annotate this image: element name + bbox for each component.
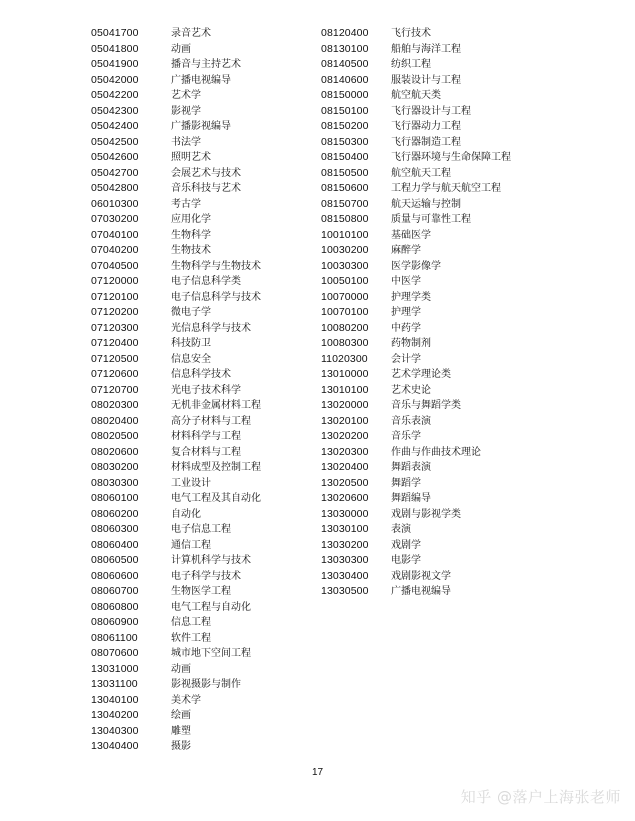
major-name: 戏剧学 bbox=[391, 539, 421, 551]
major-name: 广播电视编导 bbox=[171, 74, 231, 86]
major-code: 08020600 bbox=[91, 445, 139, 458]
major-row bbox=[91, 305, 261, 321]
major-code: 08020500 bbox=[91, 430, 139, 442]
major-name: 科技防卫 bbox=[171, 338, 211, 349]
major-code: 10080200 bbox=[321, 321, 369, 334]
major-name: 光电子技术科学 bbox=[171, 384, 241, 396]
major-row bbox=[91, 398, 261, 414]
major-code: 08150100 bbox=[321, 104, 369, 117]
major-code: 13010100 bbox=[321, 383, 369, 396]
major-row bbox=[321, 26, 511, 42]
major-code: 08150800 bbox=[321, 213, 369, 225]
major-code: 08070600 bbox=[91, 647, 139, 659]
major-row bbox=[321, 73, 511, 89]
major-code: 08060700 bbox=[91, 585, 139, 597]
major-name: 无机非金属材料工程 bbox=[171, 400, 261, 411]
major-row bbox=[91, 181, 261, 197]
major-name: 材料科学与工程 bbox=[171, 431, 241, 442]
major-name: 音乐学 bbox=[391, 431, 421, 442]
major-code: 10080300 bbox=[321, 337, 369, 349]
major-name: 生物医学工程 bbox=[171, 586, 231, 597]
major-row bbox=[321, 398, 511, 414]
major-row bbox=[91, 724, 261, 740]
major-code: 07040200 bbox=[91, 244, 139, 256]
major-code: 13030400 bbox=[321, 569, 369, 582]
major-code: 13030100 bbox=[321, 523, 369, 535]
major-row bbox=[91, 522, 261, 538]
major-code: 13030200 bbox=[321, 538, 369, 551]
major-name: 中药学 bbox=[391, 322, 421, 334]
major-row bbox=[91, 383, 261, 399]
major-code: 08150000 bbox=[321, 89, 369, 101]
major-name: 麻醉学 bbox=[391, 245, 421, 256]
major-code: 05042000 bbox=[91, 73, 139, 86]
major-code: 05042200 bbox=[91, 89, 139, 101]
major-row bbox=[321, 336, 511, 352]
major-code: 13030000 bbox=[321, 507, 369, 520]
major-code: 08150500 bbox=[321, 166, 369, 179]
major-name: 药物制剂 bbox=[391, 338, 431, 349]
major-row bbox=[91, 693, 261, 709]
major-row bbox=[321, 104, 511, 120]
major-code: 10070100 bbox=[321, 306, 369, 318]
major-name: 生物科学 bbox=[171, 229, 211, 241]
major-code: 08060200 bbox=[91, 507, 139, 520]
major-name: 飞行器环境与生命保障工程 bbox=[391, 152, 511, 163]
major-row bbox=[321, 414, 511, 430]
major-name: 高分子材料与工程 bbox=[171, 415, 251, 427]
major-code: 11020300 bbox=[321, 352, 368, 365]
major-code: 13040400 bbox=[91, 740, 139, 752]
major-name: 光信息科学与技术 bbox=[171, 322, 251, 334]
right-column bbox=[321, 26, 511, 600]
major-name: 航天运输与控制 bbox=[391, 198, 461, 210]
major-name: 绘画 bbox=[171, 710, 191, 721]
major-name: 电气工程及其自动化 bbox=[171, 493, 261, 504]
major-code: 08060500 bbox=[91, 554, 139, 566]
major-row bbox=[91, 445, 261, 461]
major-code: 08150200 bbox=[321, 120, 369, 132]
major-row bbox=[321, 228, 511, 244]
major-row bbox=[91, 243, 261, 259]
major-name: 雕塑 bbox=[171, 725, 191, 737]
major-row bbox=[91, 336, 261, 352]
major-row bbox=[91, 662, 261, 678]
major-code: 08060300 bbox=[91, 523, 139, 535]
major-name: 会计学 bbox=[391, 353, 421, 365]
major-row bbox=[321, 42, 511, 58]
major-name: 播音与主持艺术 bbox=[171, 59, 241, 70]
major-row bbox=[91, 352, 261, 368]
major-row bbox=[91, 228, 261, 244]
major-name: 影视摄影与制作 bbox=[171, 679, 241, 690]
major-name: 信息安全 bbox=[171, 353, 211, 365]
major-code: 05041700 bbox=[91, 27, 139, 39]
major-row bbox=[91, 600, 261, 616]
major-name: 信息工程 bbox=[171, 617, 211, 628]
major-row bbox=[321, 212, 511, 228]
major-code: 13040200 bbox=[91, 709, 139, 721]
major-name: 广播电视编导 bbox=[391, 586, 451, 597]
major-code: 13031000 bbox=[91, 662, 139, 675]
major-row bbox=[321, 429, 511, 445]
major-row bbox=[321, 445, 511, 461]
major-row bbox=[321, 181, 511, 197]
major-row bbox=[321, 135, 511, 151]
major-row bbox=[91, 491, 261, 507]
major-name: 航空航天类 bbox=[391, 90, 441, 101]
major-name: 飞行器动力工程 bbox=[391, 121, 461, 132]
major-code: 07120100 bbox=[91, 290, 139, 303]
major-row bbox=[321, 321, 511, 337]
major-row bbox=[91, 569, 261, 585]
major-row bbox=[91, 274, 261, 290]
major-code: 10050100 bbox=[321, 275, 369, 287]
major-row bbox=[321, 522, 511, 538]
major-row bbox=[91, 646, 261, 662]
major-name: 作曲与作曲技术理论 bbox=[391, 446, 481, 458]
major-name: 电子信息工程 bbox=[171, 524, 231, 535]
major-name: 护理学 bbox=[391, 307, 421, 318]
major-name: 书法学 bbox=[171, 136, 201, 148]
major-name: 美术学 bbox=[171, 694, 201, 706]
major-code: 08060600 bbox=[91, 569, 139, 582]
major-row bbox=[91, 212, 261, 228]
major-code: 08030200 bbox=[91, 461, 139, 473]
major-row bbox=[321, 553, 511, 569]
major-row bbox=[91, 553, 261, 569]
major-name: 中医学 bbox=[391, 276, 421, 287]
major-code: 08060400 bbox=[91, 538, 139, 551]
major-code: 05042400 bbox=[91, 120, 139, 132]
major-row bbox=[321, 584, 511, 600]
major-code: 05042300 bbox=[91, 104, 139, 117]
major-code: 08150600 bbox=[321, 182, 369, 194]
major-name: 应用化学 bbox=[171, 214, 211, 225]
major-name: 基础医学 bbox=[391, 229, 431, 241]
major-name: 舞蹈编导 bbox=[391, 493, 431, 504]
major-code: 07120000 bbox=[91, 275, 139, 287]
major-name: 舞蹈学 bbox=[391, 477, 421, 489]
major-code: 05042500 bbox=[91, 135, 139, 148]
major-code: 05041800 bbox=[91, 42, 139, 55]
major-name: 复合材料与工程 bbox=[171, 446, 241, 458]
major-row bbox=[91, 631, 261, 647]
major-code: 08030300 bbox=[91, 476, 139, 489]
major-code: 07040500 bbox=[91, 259, 139, 272]
page-number: 17 bbox=[311, 767, 324, 778]
major-row bbox=[321, 166, 511, 182]
major-code: 08140500 bbox=[321, 58, 369, 70]
major-code: 13010000 bbox=[321, 368, 369, 380]
major-name: 飞行技术 bbox=[391, 28, 431, 39]
major-code: 07120300 bbox=[91, 321, 139, 334]
major-code: 08060900 bbox=[91, 616, 139, 628]
major-row bbox=[91, 26, 261, 42]
major-name: 考古学 bbox=[171, 198, 201, 210]
major-row bbox=[321, 538, 511, 554]
major-row bbox=[91, 460, 261, 476]
major-row bbox=[321, 305, 511, 321]
major-name: 舞蹈表演 bbox=[391, 462, 431, 473]
major-code: 07030200 bbox=[91, 213, 139, 225]
major-name: 航空航天工程 bbox=[391, 167, 451, 179]
major-row bbox=[91, 57, 261, 73]
major-code: 13030300 bbox=[321, 554, 369, 566]
major-name: 工业设计 bbox=[171, 477, 211, 489]
major-row bbox=[91, 708, 261, 724]
major-row bbox=[321, 476, 511, 492]
major-name: 生物科学与生物技术 bbox=[171, 260, 261, 272]
major-name: 生物技术 bbox=[171, 245, 211, 256]
major-row bbox=[91, 197, 261, 213]
major-name: 影视学 bbox=[171, 105, 201, 117]
major-row bbox=[321, 367, 511, 383]
major-code: 08060100 bbox=[91, 492, 139, 504]
major-name: 城市地下空间工程 bbox=[171, 648, 251, 659]
major-name: 动画 bbox=[171, 43, 191, 55]
major-code: 13031100 bbox=[91, 678, 138, 690]
major-row bbox=[91, 166, 261, 182]
major-name: 飞行器制造工程 bbox=[391, 136, 461, 148]
major-row bbox=[91, 429, 261, 445]
major-code: 13040300 bbox=[91, 724, 139, 737]
major-row bbox=[91, 119, 261, 135]
major-code: 08061100 bbox=[91, 631, 138, 644]
major-name: 电子信息科学与技术 bbox=[171, 291, 261, 303]
major-row bbox=[321, 259, 511, 275]
major-name: 通信工程 bbox=[171, 539, 211, 551]
major-code: 08120400 bbox=[321, 27, 369, 39]
major-name: 材料成型及控制工程 bbox=[171, 462, 261, 473]
major-row bbox=[321, 150, 511, 166]
major-code: 08150300 bbox=[321, 135, 369, 148]
major-row bbox=[91, 150, 261, 166]
major-name: 音乐与舞蹈学类 bbox=[391, 400, 461, 411]
major-row bbox=[91, 367, 261, 383]
major-name: 电子信息科学类 bbox=[171, 276, 241, 287]
major-name: 飞行器设计与工程 bbox=[391, 105, 471, 117]
major-name: 纺织工程 bbox=[391, 59, 431, 70]
major-row bbox=[91, 135, 261, 151]
major-row bbox=[321, 383, 511, 399]
major-code: 13020500 bbox=[321, 476, 369, 489]
major-name: 摄影 bbox=[171, 741, 191, 752]
major-name: 会展艺术与技术 bbox=[171, 167, 241, 179]
major-code: 07120400 bbox=[91, 337, 139, 349]
major-row bbox=[321, 290, 511, 306]
major-row bbox=[321, 507, 511, 523]
major-code: 13020400 bbox=[321, 461, 369, 473]
major-row bbox=[321, 274, 511, 290]
major-code: 07120600 bbox=[91, 368, 139, 380]
major-code: 07120200 bbox=[91, 306, 139, 318]
major-code: 07040100 bbox=[91, 228, 139, 241]
major-row bbox=[321, 197, 511, 213]
major-code: 05042700 bbox=[91, 166, 139, 179]
major-row bbox=[91, 259, 261, 275]
major-row bbox=[91, 739, 261, 755]
major-name: 艺术学理论类 bbox=[391, 369, 451, 380]
major-code: 05041900 bbox=[91, 58, 139, 70]
major-row bbox=[91, 538, 261, 554]
major-code: 06010300 bbox=[91, 197, 139, 210]
major-row bbox=[321, 243, 511, 259]
major-name: 服装设计与工程 bbox=[391, 74, 461, 86]
major-row bbox=[321, 569, 511, 585]
major-name: 音乐科技与艺术 bbox=[171, 183, 241, 194]
left-column bbox=[91, 26, 261, 755]
major-row bbox=[91, 476, 261, 492]
major-code: 10030300 bbox=[321, 259, 369, 272]
major-row bbox=[91, 321, 261, 337]
major-code: 08020400 bbox=[91, 414, 139, 427]
major-code: 13020300 bbox=[321, 445, 369, 458]
major-name: 计算机科学与技术 bbox=[171, 555, 251, 566]
major-name: 照明艺术 bbox=[171, 152, 211, 163]
major-code: 08130100 bbox=[321, 42, 369, 55]
major-name: 微电子学 bbox=[171, 307, 211, 318]
major-row bbox=[91, 507, 261, 523]
major-code: 08150700 bbox=[321, 197, 369, 210]
major-name: 质量与可靠性工程 bbox=[391, 214, 471, 225]
major-name: 电影学 bbox=[391, 555, 421, 566]
major-name: 船舶与海洋工程 bbox=[391, 43, 461, 55]
major-name: 信息科学技术 bbox=[171, 369, 231, 380]
major-code: 13040100 bbox=[91, 693, 139, 706]
major-name: 自动化 bbox=[171, 508, 201, 520]
watermark: 知乎 @落户上海张老师 bbox=[460, 788, 621, 806]
major-name: 动画 bbox=[171, 663, 191, 675]
major-code: 07120500 bbox=[91, 352, 139, 365]
major-code: 10010100 bbox=[321, 228, 369, 241]
major-code: 10030200 bbox=[321, 244, 369, 256]
major-row bbox=[321, 57, 511, 73]
major-row bbox=[91, 42, 261, 58]
major-name: 音乐表演 bbox=[391, 415, 431, 427]
major-code: 05042600 bbox=[91, 151, 139, 163]
major-row bbox=[321, 491, 511, 507]
major-name: 录音艺术 bbox=[171, 28, 211, 39]
major-row bbox=[91, 88, 261, 104]
major-name: 软件工程 bbox=[171, 632, 211, 644]
major-code: 08140600 bbox=[321, 73, 369, 86]
major-name: 电子科学与技术 bbox=[171, 570, 241, 582]
major-code: 10070000 bbox=[321, 290, 369, 303]
major-row bbox=[321, 88, 511, 104]
major-name: 表演 bbox=[391, 524, 411, 535]
major-code: 08020300 bbox=[91, 399, 139, 411]
major-row bbox=[91, 414, 261, 430]
major-row bbox=[321, 352, 511, 368]
major-code: 13030500 bbox=[321, 585, 369, 597]
major-name: 艺术史论 bbox=[391, 384, 431, 396]
major-name: 工程力学与航天航空工程 bbox=[391, 183, 501, 194]
major-code: 07120700 bbox=[91, 383, 139, 396]
major-name: 戏剧与影视学类 bbox=[391, 508, 461, 520]
major-code: 13020600 bbox=[321, 492, 369, 504]
major-row bbox=[91, 104, 261, 120]
major-row bbox=[91, 290, 261, 306]
major-code: 13020000 bbox=[321, 399, 369, 411]
major-row bbox=[91, 677, 261, 693]
major-name: 艺术学 bbox=[171, 90, 201, 101]
major-code: 08150400 bbox=[321, 151, 369, 163]
major-code: 05042800 bbox=[91, 182, 139, 194]
major-name: 广播影视编导 bbox=[171, 121, 231, 132]
major-row bbox=[91, 584, 261, 600]
major-code: 08060800 bbox=[91, 600, 139, 613]
major-row bbox=[321, 460, 511, 476]
major-name: 戏剧影视文学 bbox=[391, 570, 451, 582]
major-code: 13020100 bbox=[321, 414, 369, 427]
major-name: 电气工程与自动化 bbox=[171, 601, 251, 613]
major-row bbox=[91, 73, 261, 89]
major-row bbox=[321, 119, 511, 135]
major-name: 护理学类 bbox=[391, 291, 431, 303]
major-row bbox=[91, 615, 261, 631]
major-name: 医学影像学 bbox=[391, 260, 441, 272]
major-code: 13020200 bbox=[321, 430, 369, 442]
